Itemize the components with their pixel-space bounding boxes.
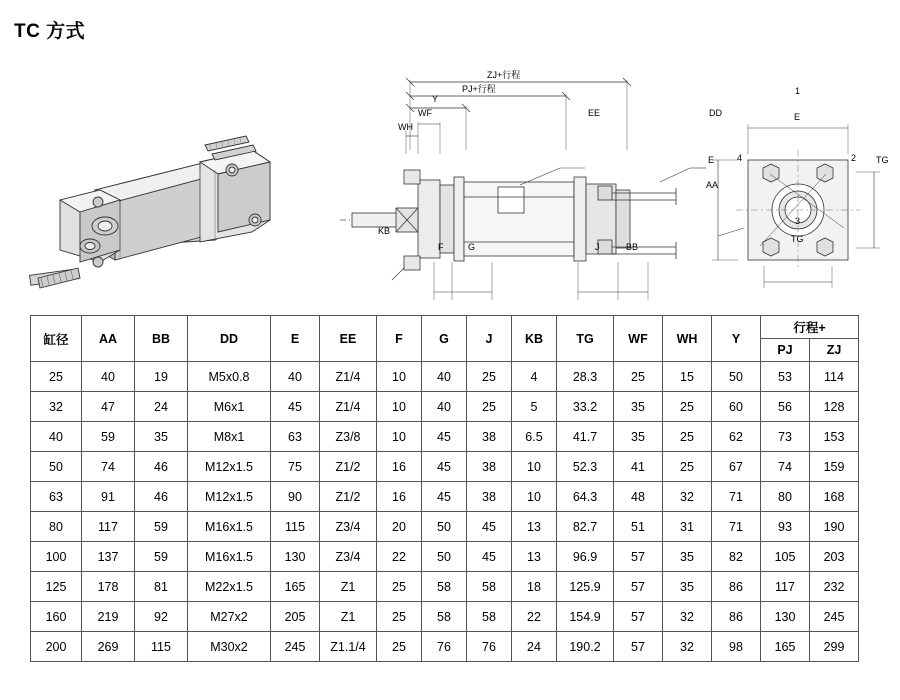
cell-aa: 117 (82, 512, 135, 542)
cell-aa: 219 (82, 602, 135, 632)
cell-pj: 74 (761, 452, 810, 482)
cell-bore: 32 (31, 392, 82, 422)
cell-f: 10 (377, 422, 422, 452)
cell-f: 10 (377, 392, 422, 422)
cell-e: 115 (271, 512, 320, 542)
cell-y: 82 (712, 542, 761, 572)
cell-j: 38 (467, 482, 512, 512)
cell-g: 58 (422, 572, 467, 602)
header-kb: KB (512, 316, 557, 362)
cell-wf: 51 (614, 512, 663, 542)
cell-bb: 46 (135, 452, 188, 482)
cell-dd: M16x1.5 (188, 542, 271, 572)
cell-ee: Z1/2 (320, 452, 377, 482)
cell-y: 62 (712, 422, 761, 452)
cell-pj: 117 (761, 572, 810, 602)
cell-wf: 48 (614, 482, 663, 512)
cell-wh: 15 (663, 362, 712, 392)
cell-dd: M16x1.5 (188, 512, 271, 542)
header-bb: BB (135, 316, 188, 362)
cell-wf: 57 (614, 602, 663, 632)
cell-tg: 64.3 (557, 482, 614, 512)
cell-ee: Z1.1/4 (320, 632, 377, 662)
table-row (31, 392, 859, 422)
cell-ee: Z1 (320, 602, 377, 632)
cell-f: 16 (377, 482, 422, 512)
cell-bb: 59 (135, 542, 188, 572)
cell-kb: 22 (512, 602, 557, 632)
cell-j: 58 (467, 572, 512, 602)
cell-y: 60 (712, 392, 761, 422)
cell-g: 40 (422, 362, 467, 392)
cell-wh: 25 (663, 452, 712, 482)
label-position-1: 1 (795, 86, 801, 96)
cell-wf: 57 (614, 632, 663, 662)
cell-tg: 41.7 (557, 422, 614, 452)
cell-zj: 153 (810, 422, 859, 452)
cell-zj: 114 (810, 362, 859, 392)
cell-kb: 13 (512, 542, 557, 572)
table-row (31, 602, 859, 632)
cell-pj: 53 (761, 362, 810, 392)
cell-j: 25 (467, 362, 512, 392)
cell-pj: 93 (761, 512, 810, 542)
label-zj-stroke: ZJ+行程 (487, 70, 521, 80)
table-row (31, 422, 859, 452)
label-dd: DD (709, 108, 722, 118)
label-position-4: 4 (737, 153, 743, 163)
cell-e: 165 (271, 572, 320, 602)
table-row (31, 572, 859, 602)
cylinder-section-view (340, 78, 706, 300)
cell-wf: 57 (614, 542, 663, 572)
cell-g: 50 (422, 512, 467, 542)
table-row (31, 482, 859, 512)
cell-bb: 59 (135, 512, 188, 542)
cell-f: 16 (377, 452, 422, 482)
label-wh: WH (398, 122, 413, 132)
cell-bore: 125 (31, 572, 82, 602)
cell-y: 71 (712, 482, 761, 512)
cell-dd: M5x0.8 (188, 362, 271, 392)
cell-bore: 80 (31, 512, 82, 542)
label-wf: WF (418, 108, 432, 118)
label-g: G (468, 242, 476, 252)
table-row (31, 632, 859, 662)
cell-kb: 24 (512, 632, 557, 662)
cell-bore: 200 (31, 632, 82, 662)
header-zj: ZJ (810, 339, 859, 362)
cell-bb: 35 (135, 422, 188, 452)
cell-wf: 25 (614, 362, 663, 392)
cell-f: 10 (377, 362, 422, 392)
drawing-canvas (0, 50, 900, 300)
cell-wf: 57 (614, 572, 663, 602)
cell-j: 38 (467, 422, 512, 452)
label-position-2: 2 (851, 153, 857, 163)
cell-aa: 91 (82, 482, 135, 512)
cell-dd: M12x1.5 (188, 482, 271, 512)
cell-g: 50 (422, 542, 467, 572)
label-tg-right: TG (876, 155, 889, 165)
table-row (31, 452, 859, 482)
cell-j: 76 (467, 632, 512, 662)
cell-bore: 63 (31, 482, 82, 512)
cell-y: 86 (712, 572, 761, 602)
cell-zj: 299 (810, 632, 859, 662)
label-j: J (595, 242, 600, 252)
cell-e: 245 (271, 632, 320, 662)
cell-tg: 28.3 (557, 362, 614, 392)
cell-bb: 24 (135, 392, 188, 422)
header-pj: PJ (761, 339, 810, 362)
table-row (31, 542, 859, 572)
table-body (31, 362, 859, 662)
cell-pj: 105 (761, 542, 810, 572)
cell-j: 38 (467, 452, 512, 482)
header-j: J (467, 316, 512, 362)
cell-zj: 190 (810, 512, 859, 542)
header-g: G (422, 316, 467, 362)
specification-table (30, 315, 859, 662)
cell-dd: M8x1 (188, 422, 271, 452)
cell-dd: M30x2 (188, 632, 271, 662)
cell-e: 205 (271, 602, 320, 632)
header-e: E (271, 316, 320, 362)
cell-wh: 25 (663, 422, 712, 452)
cell-zj: 128 (810, 392, 859, 422)
label-pj-stroke: PJ+行程 (462, 84, 496, 94)
cell-zj: 168 (810, 482, 859, 512)
cell-y: 98 (712, 632, 761, 662)
label-position-3: 3 (795, 216, 801, 226)
cell-kb: 5 (512, 392, 557, 422)
cell-y: 71 (712, 512, 761, 542)
label-ee: EE (588, 108, 601, 118)
cell-j: 45 (467, 512, 512, 542)
cylinder-end-view (712, 124, 880, 288)
cell-wh: 31 (663, 512, 712, 542)
cell-wf: 41 (614, 452, 663, 482)
cell-kb: 10 (512, 452, 557, 482)
cell-bore: 100 (31, 542, 82, 572)
cell-bb: 19 (135, 362, 188, 392)
cell-f: 22 (377, 542, 422, 572)
cell-ee: Z1/2 (320, 482, 377, 512)
cell-pj: 165 (761, 632, 810, 662)
cell-aa: 137 (82, 542, 135, 572)
cell-wh: 32 (663, 482, 712, 512)
label-e-left: E (708, 155, 715, 165)
cell-bb: 92 (135, 602, 188, 632)
header-bore: 缸径 (31, 316, 82, 362)
cell-y: 50 (712, 362, 761, 392)
cell-pj: 56 (761, 392, 810, 422)
table-row (31, 362, 859, 392)
label-bb: BB (626, 242, 639, 252)
cell-tg: 125.9 (557, 572, 614, 602)
cell-f: 25 (377, 572, 422, 602)
cell-aa: 269 (82, 632, 135, 662)
cell-aa: 74 (82, 452, 135, 482)
header-aa: AA (82, 316, 135, 362)
cell-g: 58 (422, 602, 467, 632)
cell-bore: 160 (31, 602, 82, 632)
cell-tg: 190.2 (557, 632, 614, 662)
cell-dd: M22x1.5 (188, 572, 271, 602)
cell-pj: 80 (761, 482, 810, 512)
table-row (31, 512, 859, 542)
cell-aa: 178 (82, 572, 135, 602)
cell-ee: Z1/4 (320, 362, 377, 392)
header-f: F (377, 316, 422, 362)
cell-ee: Z3/8 (320, 422, 377, 452)
cell-bb: 81 (135, 572, 188, 602)
header-wf: WF (614, 316, 663, 362)
cell-zj: 232 (810, 572, 859, 602)
header-stroke-group: 行程+ (761, 316, 859, 339)
label-kb: KB (378, 226, 391, 236)
cell-bb: 46 (135, 482, 188, 512)
table-header-row (31, 316, 859, 339)
cell-bore: 25 (31, 362, 82, 392)
label-tg-bottom: TG (791, 234, 804, 244)
cell-tg: 33.2 (557, 392, 614, 422)
cell-j: 45 (467, 542, 512, 572)
technical-drawings (0, 50, 900, 300)
cell-kb: 18 (512, 572, 557, 602)
header-tg: TG (557, 316, 614, 362)
cell-aa: 40 (82, 362, 135, 392)
cell-zj: 159 (810, 452, 859, 482)
cell-dd: M12x1.5 (188, 452, 271, 482)
cell-wf: 35 (614, 392, 663, 422)
header-dd: DD (188, 316, 271, 362)
label-e-top: E (794, 112, 801, 122)
cell-y: 67 (712, 452, 761, 482)
header-wh: WH (663, 316, 712, 362)
cell-bore: 40 (31, 422, 82, 452)
cell-wh: 25 (663, 392, 712, 422)
cell-e: 40 (271, 362, 320, 392)
cell-aa: 59 (82, 422, 135, 452)
label-f: F (438, 242, 444, 252)
cell-wh: 32 (663, 632, 712, 662)
cell-kb: 4 (512, 362, 557, 392)
cell-wh: 35 (663, 542, 712, 572)
cell-bore: 50 (31, 452, 82, 482)
cell-ee: Z3/4 (320, 542, 377, 572)
cell-ee: Z1/4 (320, 392, 377, 422)
header-ee: EE (320, 316, 377, 362)
cell-e: 75 (271, 452, 320, 482)
cell-j: 25 (467, 392, 512, 422)
cell-pj: 130 (761, 602, 810, 632)
cell-tg: 52.3 (557, 452, 614, 482)
cell-e: 63 (271, 422, 320, 452)
page-title: TC 方式 (14, 21, 86, 42)
cell-zj: 245 (810, 602, 859, 632)
cell-dd: M6x1 (188, 392, 271, 422)
cylinder-pictorial-view (30, 136, 270, 288)
cell-ee: Z3/4 (320, 512, 377, 542)
cell-dd: M27x2 (188, 602, 271, 632)
cell-f: 25 (377, 632, 422, 662)
cell-kb: 6.5 (512, 422, 557, 452)
cell-g: 76 (422, 632, 467, 662)
cell-wf: 35 (614, 422, 663, 452)
label-aa: AA (706, 180, 719, 190)
cell-bb: 115 (135, 632, 188, 662)
cell-zj: 203 (810, 542, 859, 572)
cell-kb: 10 (512, 482, 557, 512)
cell-tg: 82.7 (557, 512, 614, 542)
cell-g: 45 (422, 452, 467, 482)
cell-j: 58 (467, 602, 512, 632)
cell-tg: 96.9 (557, 542, 614, 572)
cell-e: 45 (271, 392, 320, 422)
cell-aa: 47 (82, 392, 135, 422)
cell-ee: Z1 (320, 572, 377, 602)
cell-g: 40 (422, 392, 467, 422)
cell-f: 20 (377, 512, 422, 542)
cell-e: 130 (271, 542, 320, 572)
cell-f: 25 (377, 602, 422, 632)
cell-pj: 73 (761, 422, 810, 452)
cell-y: 86 (712, 602, 761, 632)
cell-kb: 13 (512, 512, 557, 542)
cell-tg: 154.9 (557, 602, 614, 632)
cell-wh: 35 (663, 572, 712, 602)
label-y: Y (432, 94, 439, 104)
header-y: Y (712, 316, 761, 362)
cell-g: 45 (422, 482, 467, 512)
cell-g: 45 (422, 422, 467, 452)
cell-wh: 32 (663, 602, 712, 632)
cell-e: 90 (271, 482, 320, 512)
